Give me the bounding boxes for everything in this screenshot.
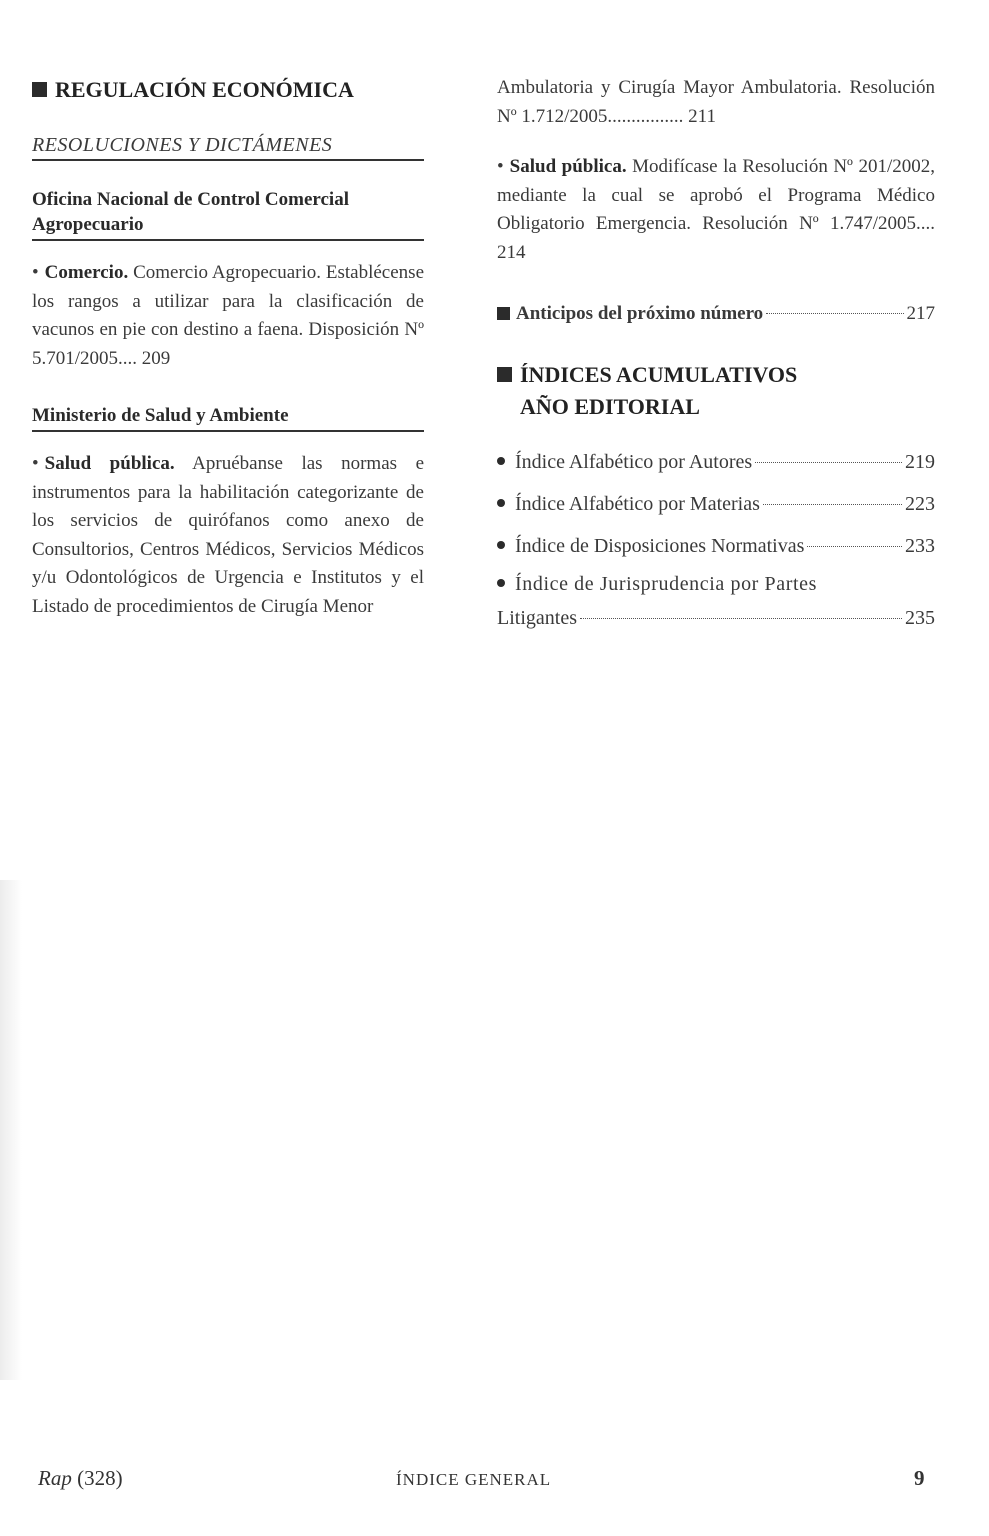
- dot-leader: [807, 546, 902, 547]
- agency-heading-oncca: Oficina Nacional de Control Comercial Agropecuario: [32, 187, 424, 241]
- bullet-icon: [497, 579, 505, 587]
- square-bullet-icon: [497, 367, 512, 382]
- dot-leader: [580, 618, 902, 619]
- journal-issue: (328): [77, 1466, 123, 1490]
- section-heading-regulacion: [32, 74, 424, 106]
- left-column: [32, 74, 424, 621]
- footer-section-title: ÍNDICE GENERAL: [396, 1470, 552, 1489]
- square-bullet-icon: [32, 82, 47, 97]
- entry-page: 209: [141, 347, 171, 369]
- bullet-icon: •: [497, 156, 504, 177]
- bullet-icon: •: [32, 262, 39, 283]
- dot-leader: [763, 504, 902, 505]
- section-title-line2: AÑO EDITORIAL: [520, 394, 700, 419]
- subsection-title: RESOLUCIONES Y DICTÁMENES: [32, 134, 424, 161]
- section-heading-indices: [497, 359, 935, 423]
- entry-lead: Salud pública.: [44, 453, 175, 474]
- index-list: [497, 445, 935, 635]
- page-number: 9: [914, 1466, 925, 1490]
- entry-label: Índice Alfabético por Materias: [515, 493, 760, 515]
- dot-leader: [755, 462, 902, 463]
- entry-label: Índice de Jurisprudencia por Partes: [515, 573, 818, 595]
- entry-lead: Comercio.: [44, 262, 129, 283]
- index-item-jurisprudencia[interactable]: [497, 567, 935, 635]
- bullet-icon: •: [32, 453, 39, 474]
- square-bullet-icon: [497, 307, 510, 320]
- index-item-line1: [497, 567, 935, 601]
- entry-label: Índice Alfabético por Autores: [515, 451, 753, 473]
- index-item-materias[interactable]: [497, 487, 935, 521]
- bullet-icon: [497, 499, 505, 507]
- entry-page: 217: [906, 303, 935, 324]
- entry-label: Índice de Disposiciones Normativas: [515, 535, 805, 557]
- toc-entry-comercio[interactable]: [32, 259, 424, 373]
- section-title: [520, 359, 797, 423]
- index-item-disposiciones[interactable]: [497, 529, 935, 563]
- toc-entry-continuation[interactable]: [497, 74, 935, 131]
- journal-name: Rap: [38, 1466, 72, 1490]
- entry-page: 235: [905, 607, 935, 629]
- section-title-line1: ÍNDICES ACUMULATIVOS: [520, 362, 798, 387]
- toc-entry-anticipos[interactable]: [497, 297, 935, 331]
- toc-entry-salud-publica-2[interactable]: [497, 153, 935, 267]
- section-title: REGULACIÓN ECONÓMICA: [55, 77, 354, 102]
- entry-label-cont: Litigantes: [497, 607, 577, 629]
- bullet-icon: [497, 457, 505, 465]
- entry-text: Apruébanse las normas e instrumentos para la habilitación categorizante de los servicios de quirófanos como anexo de Consultorios, Centros Médicos, Servicios Médicos y/u Odontológicos de Urgencia e Institutos y el Listado de procedimientos de Cirugía Menor: [32, 453, 425, 617]
- index-item-line2: [497, 601, 935, 635]
- entry-text: Ambulatoria y Cirugía Mayor Ambulatoria. Resolución Nº 1.712/2005................: [497, 77, 935, 127]
- index-item-autores[interactable]: [497, 445, 935, 479]
- entry-page: 219: [905, 451, 935, 473]
- toc-entry-salud-publica-1[interactable]: [32, 450, 424, 621]
- page-edge-shadow: [0, 880, 22, 1380]
- entry-text: Comercio Agropecuario. Establécense los rangos a utilizar para la clasificación de vacunos en pie con destino a faena. Disposición Nº 5.701/2005....: [32, 262, 425, 369]
- right-column: [497, 74, 935, 635]
- bullet-icon: [497, 541, 505, 549]
- entry-page: 211: [688, 105, 716, 127]
- footer-journal: [38, 1466, 123, 1491]
- entry-page: 223: [905, 493, 935, 515]
- dot-leader: [766, 313, 903, 314]
- entry-label: Anticipos del próximo número: [516, 303, 764, 324]
- entry-lead: Salud pública.: [509, 156, 627, 177]
- agency-heading-ministerio: Ministerio de Salud y Ambiente: [32, 403, 424, 432]
- entry-page: 233: [905, 535, 935, 557]
- entry-text: Modifícase la Resolución Nº 201/2002, mediante la cual se aprobó el Programa Médico Obligatorio Emergencia. Resolución Nº 1.747/2005....: [497, 156, 935, 234]
- entry-page: 214: [497, 241, 526, 263]
